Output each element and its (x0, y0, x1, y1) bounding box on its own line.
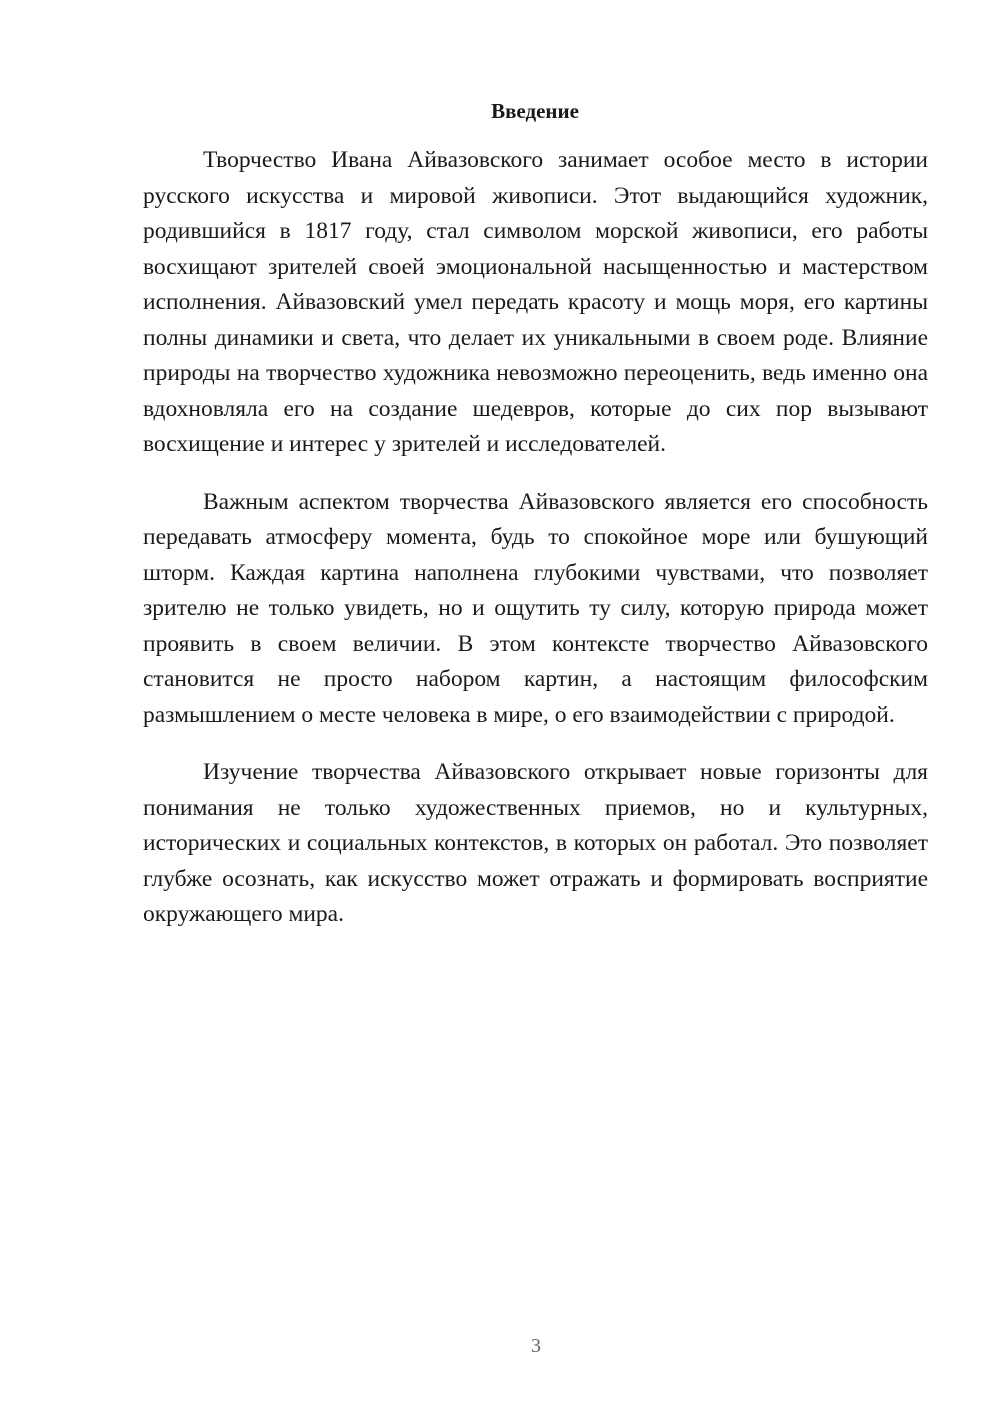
page-number: 3 (531, 1335, 541, 1357)
section-title: Введение (491, 99, 579, 123)
paragraph-2: Важным аспектом творчества Айвазовского является его способность передавать атмосферу момента, будь то спокойное море или бушующий шторм. Каждая картина наполнена глубокими чувствами, что позволяет зрителю не только увидеть, но и ощутить ту силу, которую природа может проявить в своем величии. В этом контексте творчество Айвазовского становится не просто набором картин, а настоящим философским размышлением о месте человека в мире, о его взаимодействии с природой. (143, 488, 928, 728)
paragraph-3: Изучение творчества Айвазовского открывает новые горизонты для понимания не только художественных приемов, но и культурных, исторических и социальных контекстов, в которых он работал. Это позволяет глубже осознать, как искусство может отражать и формировать восприятие окружающего мира. (143, 759, 928, 927)
paragraph-1: Творчество Ивана Айвазовского занимает особое место в истории русского искусства и мировой живописи. Этот выдающийся художник, родившийся в 1817 году, стал символом морской живописи, его работы восхищают зрителей своей эмоциональной насыщенностью и мастерством исполнения. Айвазовский умел передать красоту и мощь моря, его картины полны динамики и света, что делает их уникальными в своем роде. Влияние природы на творчество художника невозможно переоценить, ведь именно она вдохновляла его на создание шедевров, которые до сих пор вызывают восхищение и интерес у зрителей и исследователей. (143, 147, 928, 457)
body-text (143, 143, 928, 955)
